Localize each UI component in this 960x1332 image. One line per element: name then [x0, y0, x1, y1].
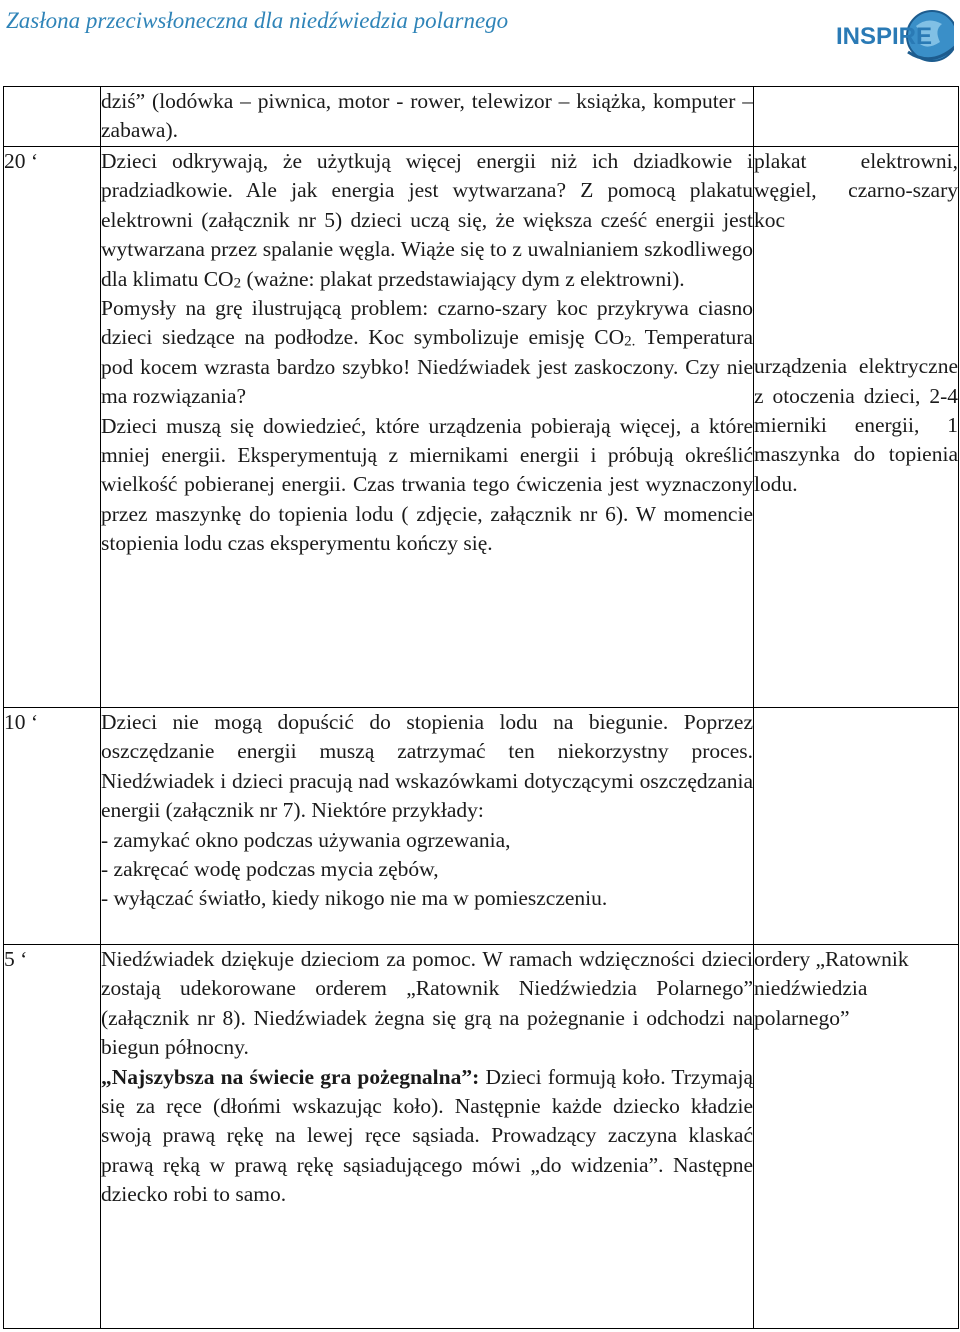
materials-cell: [754, 147, 959, 708]
description-cell: [101, 945, 754, 1329]
lesson-plan-table: [3, 86, 959, 1329]
document-title: Zasłona przeciwsłoneczna dla niedźwiedzia polarnego: [6, 8, 509, 33]
description-paragraph: Dzieci nie mogą dopuścić do stopienia lodu na biegunie. Poprzez oszczędzanie energii muszą zatrzymać ten niekorzystny proces. Niedźwiadek i dzieci pracują nad wskazówkami dotyczącymi oszczędzania energii (załącznik nr 7). Niektóre przykłady:: [101, 710, 753, 823]
description-cell: [101, 87, 754, 147]
time-cell: 20 ‘: [4, 147, 101, 708]
list-item: - zakręcać wodę podczas mycia zębów,: [101, 857, 439, 882]
materials-text: ordery „Ratownik niedźwiedzia polarnego”: [754, 947, 909, 1030]
description-paragraph: Dzieci odkrywają, że użytkują więcej energii niż ich dziadkowie i pradziadkowie. Ale jak energia jest wytwarzana? Z pomocą plakatu elektrowni (załącznik nr 5) dzieci uczą się, że większa cześć energii jest wytwarzana przez spalanie węgla. Wiąże się to z uwalnianiem szkodliwego dla klimatu CO2 (ważne: plakat przedstawiający dym z elektrowni).: [101, 149, 753, 292]
materials-cell: [754, 708, 959, 945]
description-paragraph: Dzieci muszą się dowiedzieć, które urządzenia pobierają więcej, a które mniej energii. Eksperymentują z miernikami energii i próbują określić wielkość pobieranej energii. Czas trwania tego ćwiczenia jest wyznaczony przez maszynkę do topienia lodu ( zdjęcie, załącznik nr 6). W momencie stopienia lodu czas eksperymentu kończy się.: [101, 413, 753, 556]
description-cell: [101, 708, 754, 945]
list-item: - wyłączać światło, kiedy nikogo nie ma w pomieszczeniu.: [101, 886, 608, 911]
table-row: [4, 708, 959, 945]
materials-cell: [754, 945, 959, 1329]
materials-cell: [754, 87, 959, 147]
materials-text: urządzenia elektryczne z otoczenia dzieci, 2-4 mierniki energii, 1 maszynka do topienia lodu.: [754, 354, 958, 496]
page-header: [0, 0, 960, 86]
time-cell: [4, 87, 101, 147]
time-cell: 5 ‘: [4, 945, 101, 1329]
materials-text: plakat elektrowni, węgiel, czarno-szary koc: [754, 149, 958, 232]
table-row: [4, 945, 959, 1329]
table-row: [4, 147, 959, 708]
description-paragraph: Pomysły na grę ilustrującą problem: czarno-szary koc przykrywa ciasno dzieci siedzące na podłodze. Koc symbolizuje emisję CO2. Temperatura pod kocem wzrasta bardzo szybko! Niedźwiadek jest zaskoczony. Czy nie ma rozwiązania?: [101, 296, 753, 409]
description-cell: [101, 147, 754, 708]
description-paragraph: „Najszybsza na świecie gra pożegnalna”: Dzieci formują koło. Trzymają się za ręce (dłońmi wskazując koło). Następnie każde dziecko kładzie swoją prawą rękę na lewej ręce sąsiada. Prowadzący zaczyna klaskać prawą ręką w prawą rękę sąsiadującego mówi „do widzenia”. Następne dziecko robi to samo.: [101, 1064, 753, 1207]
game-title: „Najszybsza na świecie gra pożegnalna”:: [101, 1064, 480, 1089]
list-item: - zamykać okno podczas używania ogrzewania,: [101, 827, 511, 852]
description-paragraph: dziś” (lodówka – piwnica, motor - rower, telewizor – książka, komputer – zabawa).: [101, 89, 753, 143]
time-cell: 10 ‘: [4, 708, 101, 945]
description-paragraph: Niedźwiadek dziękuje dzieciom za pomoc. W ramach wdzięczności dzieci zostają udekorowane orderem „Ratownik Niedźwiedzia Polarnego” (załącznik nr 8). Niedźwiadek żegna się grą na pożegnanie i odchodzi na biegun północny.: [101, 947, 753, 1060]
table-row: [4, 87, 959, 147]
inspire-logo: [836, 6, 954, 74]
logo-text: INSPIRE: [836, 23, 933, 50]
